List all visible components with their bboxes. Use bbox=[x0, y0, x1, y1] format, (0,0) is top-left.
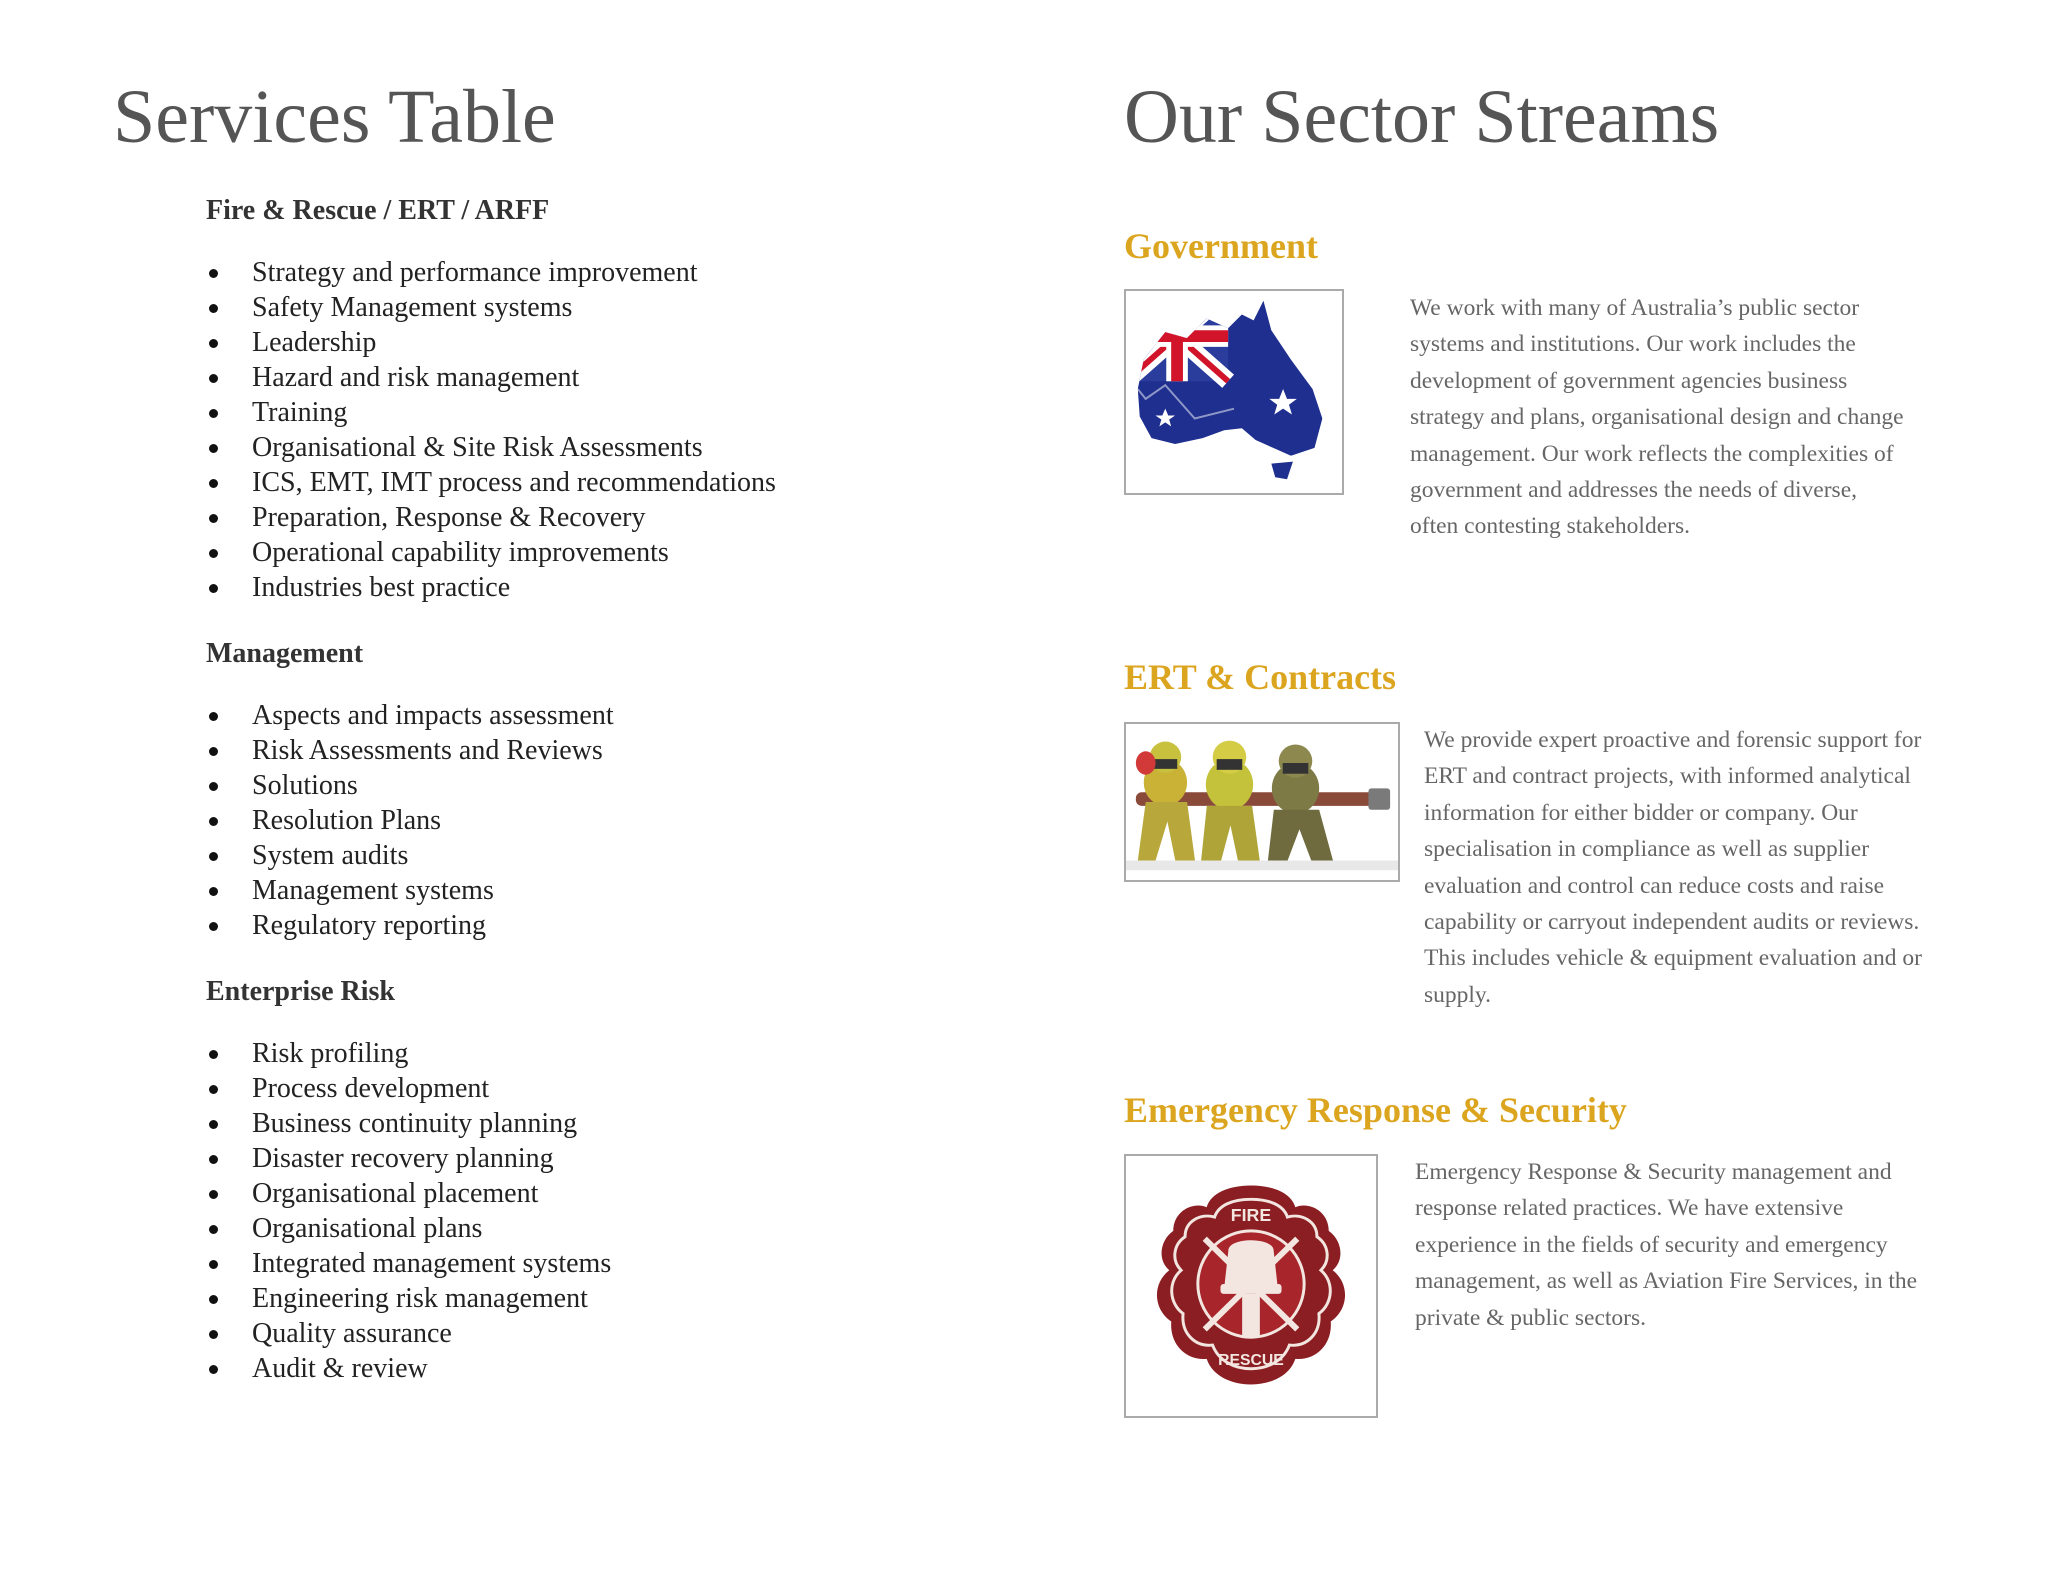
list-item: Engineering risk management bbox=[206, 1281, 611, 1316]
list-item: Organisational plans bbox=[206, 1211, 611, 1246]
list-item: Risk Assessments and Reviews bbox=[206, 733, 614, 768]
group-heading-enterprise-risk: Enterprise Risk bbox=[206, 976, 395, 1007]
bullet-icon bbox=[209, 339, 218, 348]
bullet-icon bbox=[209, 1190, 218, 1199]
australia-flag-map-icon bbox=[1124, 289, 1344, 495]
group-heading-management: Management bbox=[206, 638, 364, 669]
section-heading-ert-contracts: ERT & Contracts bbox=[1124, 657, 1397, 697]
bullet-icon bbox=[209, 549, 218, 558]
group-heading-fire-rescue: Fire & Rescue / ERT / ARFF bbox=[206, 195, 550, 226]
bullet-icon bbox=[209, 514, 218, 523]
list-item: Audit & review bbox=[206, 1351, 611, 1386]
list-item: Business continuity planning bbox=[206, 1106, 611, 1141]
bullet-icon bbox=[209, 1330, 218, 1339]
section-heading-government: Government bbox=[1124, 226, 1318, 266]
list-item: Resolution Plans bbox=[206, 803, 614, 838]
services-title: Services Table bbox=[113, 75, 556, 159]
bullet-icon bbox=[209, 269, 218, 278]
bullet-icon bbox=[209, 1155, 218, 1164]
bullet-icon bbox=[209, 1085, 218, 1094]
bullet-icon bbox=[209, 584, 218, 593]
list-item: Regulatory reporting bbox=[206, 908, 614, 943]
section-text-ert-contracts: We provide expert proactive and forensic support for ERT and contract projects, with informed analytical information for either bidder or company. Our specialisation in compliance as well as supplier evaluation and control can reduce costs and raise capability or carryout independent audits or reviews. This includes vehicle & equipment evaluation and or supply. bbox=[1424, 727, 1922, 1008]
service-list-management bbox=[206, 698, 614, 943]
bullet-icon bbox=[209, 1225, 218, 1234]
list-item: Solutions bbox=[206, 768, 614, 803]
list-item: Process development bbox=[206, 1071, 611, 1106]
list-item: Quality assurance bbox=[206, 1316, 611, 1351]
section-text-emergency-response: Emergency Response & Security management and response related practices. We have extensive experience in the fields of security and emergency management, as well as Aviation Fire Services, in the private & public sectors. bbox=[1415, 1159, 1918, 1331]
bullet-icon bbox=[209, 1050, 218, 1059]
list-item: Aspects and impacts assessment bbox=[206, 698, 614, 733]
bullet-icon bbox=[209, 782, 218, 791]
list-item: Risk profiling bbox=[206, 1036, 611, 1071]
list-item: ICS, EMT, IMT process and recommendations bbox=[206, 465, 776, 500]
list-item: Industries best practice bbox=[206, 570, 776, 605]
bullet-icon bbox=[209, 1120, 218, 1129]
list-item: Safety Management systems bbox=[206, 290, 776, 325]
list-item: Integrated management systems bbox=[206, 1246, 611, 1281]
service-list-fire-rescue bbox=[206, 255, 776, 605]
bullet-icon bbox=[209, 1260, 218, 1269]
sectors-title: Our Sector Streams bbox=[1124, 75, 1720, 159]
list-item: Management systems bbox=[206, 873, 614, 908]
bullet-icon bbox=[209, 304, 218, 313]
bullet-icon bbox=[209, 922, 218, 931]
service-list-enterprise-risk bbox=[206, 1036, 611, 1386]
bullet-icon bbox=[209, 712, 218, 721]
badge-top-text: FIRE bbox=[1230, 1204, 1272, 1226]
list-item: Hazard and risk management bbox=[206, 360, 776, 395]
section-heading-emergency-response: Emergency Response & Security bbox=[1124, 1090, 1627, 1130]
bullet-icon bbox=[209, 747, 218, 756]
list-item: Operational capability improvements bbox=[206, 535, 776, 570]
bullet-icon bbox=[209, 852, 218, 861]
fire-rescue-badge-icon bbox=[1124, 1154, 1378, 1418]
section-text-government: We work with many of Australia’s public sector systems and institutions. Our work includes the development of government agencies business strategy and plans, organisational design and change management. Our work reflects the complexities of government and addresses the needs of diverse, often contesting stakeholders. bbox=[1410, 295, 1904, 540]
list-item: Leadership bbox=[206, 325, 776, 360]
bullet-icon bbox=[209, 1365, 218, 1374]
list-item: Disaster recovery planning bbox=[206, 1141, 611, 1176]
list-item: Training bbox=[206, 395, 776, 430]
firefighters-hose-icon bbox=[1124, 722, 1400, 882]
list-item: Organisational & Site Risk Assessments bbox=[206, 430, 776, 465]
bullet-icon bbox=[209, 444, 218, 453]
bullet-icon bbox=[209, 1295, 218, 1304]
bullet-icon bbox=[209, 887, 218, 896]
list-item: System audits bbox=[206, 838, 614, 873]
badge-bottom-text: RESCUE bbox=[1218, 1351, 1284, 1369]
bullet-icon bbox=[209, 409, 218, 418]
bullet-icon bbox=[209, 817, 218, 826]
bullet-icon bbox=[209, 374, 218, 383]
bullet-icon bbox=[209, 479, 218, 488]
list-item: Organisational placement bbox=[206, 1176, 611, 1211]
list-item: Strategy and performance improvement bbox=[206, 255, 776, 290]
list-item: Preparation, Response & Recovery bbox=[206, 500, 776, 535]
